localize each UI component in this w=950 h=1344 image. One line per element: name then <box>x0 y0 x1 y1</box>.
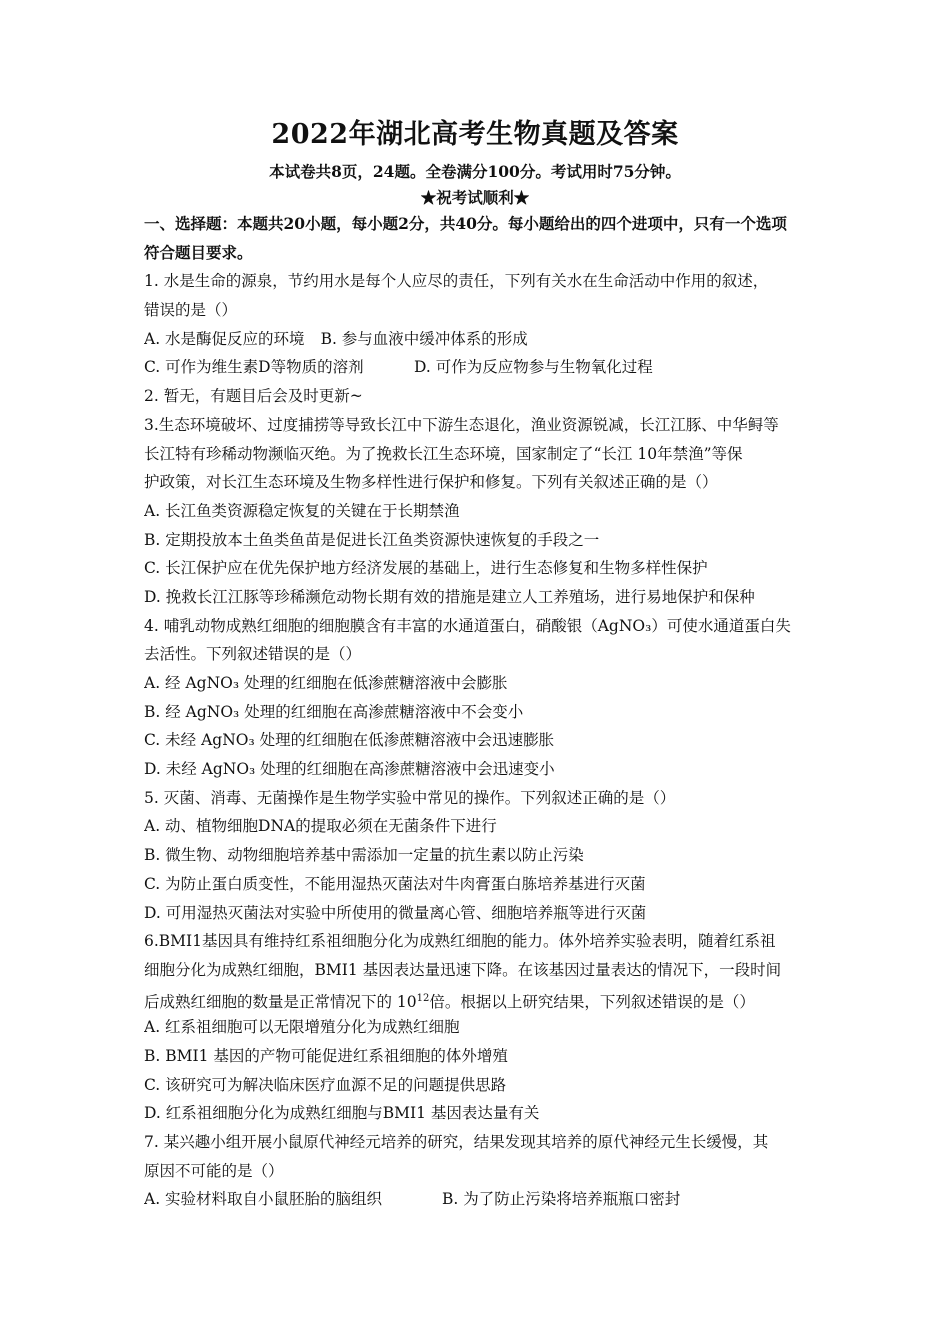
q1-option-b: B. 参与血液中缓冲体系的形成 <box>320 329 528 348</box>
q1-stem-line1: 1. 水是生命的源泉，节约用水是每个人应尽的责任，下列有关水在生命活动中作用的叙述， <box>144 272 769 291</box>
q6-stem-line3-part1: 后成熟红细胞的数量是正常情况下的 10 <box>144 992 417 1011</box>
q1-option-a: A. 水是酶促反应的环境 <box>144 329 305 348</box>
q1-options-ab <box>144 325 812 354</box>
q6-stem-line3-part2: 倍。根据以上研究结果，下列叙述错误的是（） <box>429 992 755 1011</box>
q3-option-b: B. 定期投放本土鱼类鱼苗是促进长江鱼类资源快速恢复的手段之一 <box>144 530 600 549</box>
q7-option-a: A. 实验材料取自小鼠胚胎的脑组织 <box>144 1190 383 1209</box>
q4-option-b: B. 经 AgNO₃ 处理的红细胞在高渗蔗糖溶液中不会变小 <box>144 702 524 721</box>
q4-stem-line1: 4. 哺乳动物成熟红细胞的细胞膜含有丰富的水通道蛋白，硝酸银（AgNO₃）可使水通道蛋白失 <box>144 616 791 635</box>
q2-stem: 2. 暂无，有题目后会及时更新~ <box>144 387 363 406</box>
section-heading-line2: 符合题目要求。 <box>144 242 253 262</box>
q6-option-c: C. 该研究可为解决临床医疗血源不足的问题提供思路 <box>144 1075 507 1094</box>
q6-stem-line1: 6.BMI1基因具有维持红系祖细胞分化为成熟红细胞的能力。体外培养实验表明，随着红系祖 <box>144 932 776 951</box>
q7-stem-line1: 7. 某兴趣小组开展小鼠原代神经元培养的研究，结果发现其培养的原代神经元生长缓慢，其 <box>144 1133 769 1151</box>
good-luck-line: ★祝考试顺利★ <box>420 188 530 207</box>
q1-stem-line2: 错误的是（） <box>144 301 238 320</box>
exam-info: 本试卷共8页，24题。全卷满分100分。考试用时75分钟。 <box>269 162 681 181</box>
q4-option-a: A. 经 AgNO₃ 处理的红细胞在低渗蔗糖溶液中会膨胀 <box>144 674 508 692</box>
q5-option-c: C. 为防止蛋白质变性，不能用湿热灭菌法对牛肉膏蛋白胨培养基进行灭菌 <box>144 874 646 893</box>
q6-option-d: D. 红系祖细胞分化为成熟红细胞与BMI1 基因表达量有关 <box>144 1104 540 1123</box>
q6-option-b: B. BMI1 基因的产物可能促进红系祖细胞的体外增殖 <box>144 1046 508 1065</box>
q6-stem-line2: 细胞分化为成熟红细胞，BMI1 基因表达量迅速下降。在该基因过量表达的情况下，一段时间 <box>144 960 782 979</box>
q6-exponent: 12 <box>416 992 430 1004</box>
q5-stem: 5. 灭菌、消毒、无菌操作是生物学实验中常见的操作。下列叙述正确的是（） <box>144 788 676 807</box>
q4-option-d: D. 未经 AgNO₃ 处理的红细胞在高渗蔗糖溶液中会迅速变小 <box>144 760 555 779</box>
section-heading-line1: 一、选择题：本题共20小题，每小题2分，共40分。每小题给出的四个进项中，只有一个选项 <box>144 214 787 233</box>
q6-stem-line3 <box>144 985 812 1014</box>
q1-option-c: C. 可作为维生素D等物质的溶剂 <box>144 358 364 377</box>
q4-option-c: C. 未经 AgNO₃ 处理的红细胞在低渗蔗糖溶液中会迅速膨胀 <box>144 731 555 750</box>
q3-option-a: A. 长江鱼类资源稳定恢复的关键在于长期禁渔 <box>144 501 460 520</box>
q4-stem-line2: 去活性。下列叙述错误的是（） <box>144 645 362 664</box>
q6-option-a: A. 红系祖细胞可以无限增殖分化为成熟红细胞 <box>144 1018 460 1037</box>
q3-stem-line2: 长江特有珍稀动物濒临灭绝。为了挽救长江生态环境，国家制定了“长江 10年禁渔”等保 <box>144 444 743 463</box>
q1-option-d: D. 可作为反应物参与生物氧化过程 <box>414 358 653 377</box>
q5-option-b: B. 微生物、动物细胞培养基中需添加一定量的抗生素以防止污染 <box>144 846 584 865</box>
q3-stem-line1: 3.生态环境破坏、过度捕捞等导致长江中下游生态退化，渔业资源锐减，长江江豚、中华鲟等 <box>144 415 779 434</box>
q3-stem-line3: 护政策，对长江生态环境及生物多样性进行保护和修复。下列有关叙述正确的是（） <box>144 473 718 492</box>
q3-option-c: C. 长江保护应在优先保护地方经济发展的基础上，进行生态修复和生物多样性保护 <box>144 559 708 578</box>
q5-option-a: A. 动、植物细胞DNA的提取必须在无菌条件下进行 <box>144 817 497 836</box>
document-body <box>144 210 812 1214</box>
q7-option-b: B. 为了防止污染将培养瓶瓶口密封 <box>442 1190 681 1209</box>
q3-option-d: D. 挽救长江江豚等珍稀濒危动物长期有效的措施是建立人工养殖场，进行易地保护和保种 <box>144 587 755 606</box>
q5-option-d: D. 可用湿热灭菌法对实验中所使用的微量离心管、细胞培养瓶等进行灭菌 <box>144 903 647 922</box>
q7-stem-line2: 原因不可能的是（） <box>144 1161 284 1180</box>
q1-options-cd <box>144 353 812 382</box>
page-title: 2022年湖北高考生物真题及答案 <box>271 119 679 150</box>
q7-options-ab <box>144 1185 812 1214</box>
